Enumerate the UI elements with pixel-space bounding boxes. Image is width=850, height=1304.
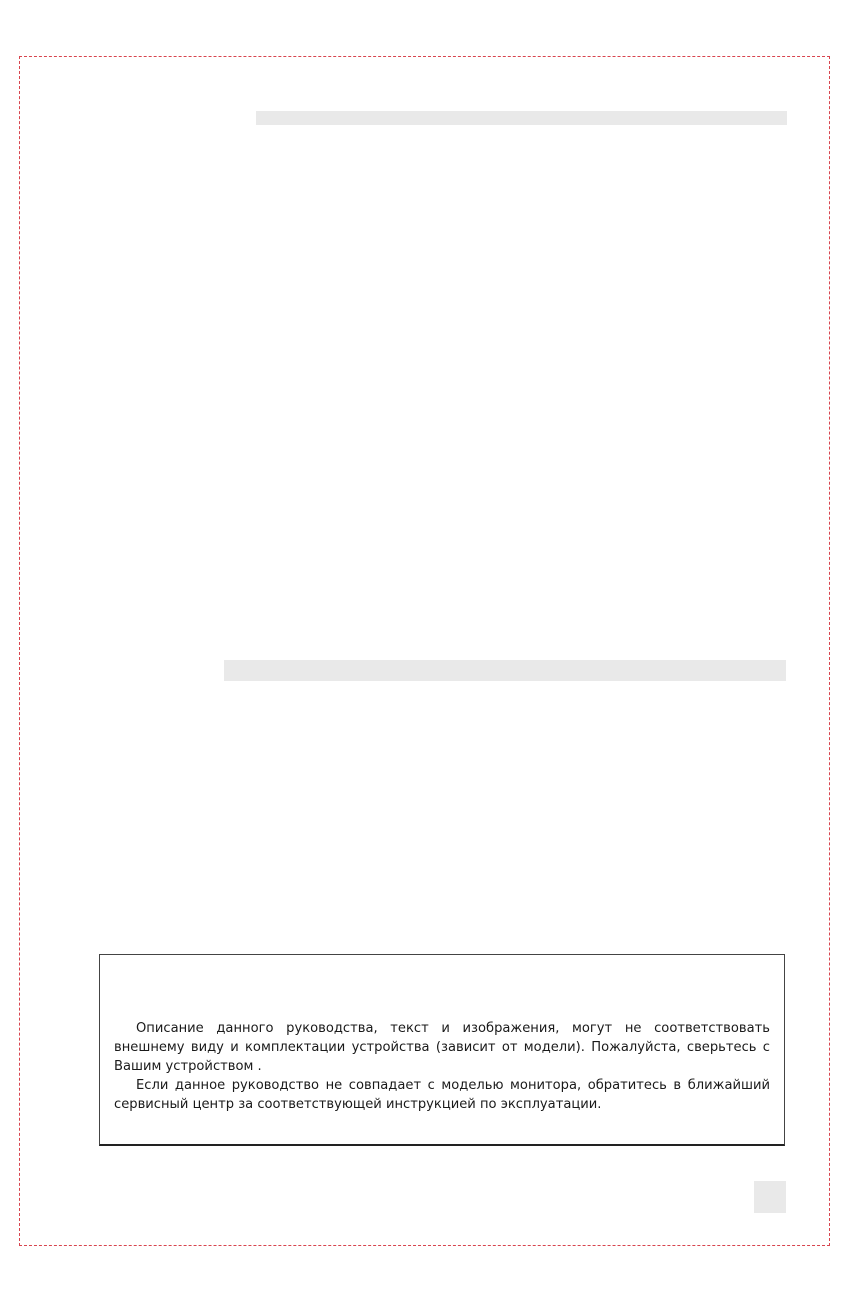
- disclaimer-notice-box: [99, 954, 785, 1146]
- header-placeholder-bar: [256, 111, 787, 125]
- page-number-placeholder: [754, 1181, 786, 1213]
- disclaimer-paragraph-2: Если данное руководство не совпадает с моделью монитора, обратитесь в ближайший сервисный центр за соответствующей инструкцией по эксплуатации.: [114, 1078, 770, 1112]
- disclaimer-paragraph-1: Описание данного руководства, текст и изображения, могут не соответствовать внешнему виду и комплектации устройства (зависит от модели). Пожалуйста, сверьтесь с Вашим устройством .: [114, 1021, 770, 1074]
- section-heading-placeholder-bar: [224, 660, 786, 681]
